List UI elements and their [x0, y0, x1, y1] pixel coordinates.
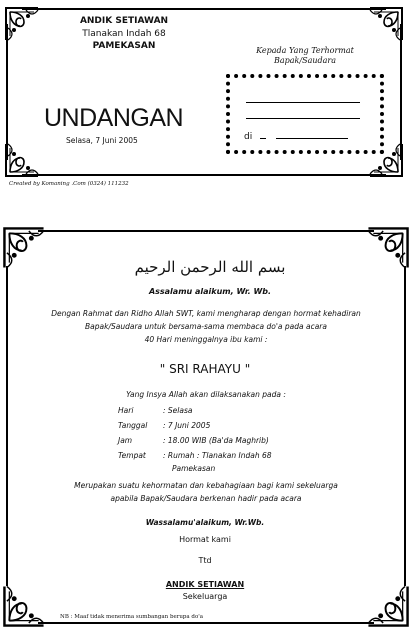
address-line [276, 138, 348, 139]
ornament-corner-icon [2, 226, 46, 270]
di-label: di [244, 132, 253, 142]
intro-line-1: Dengan Rahmat dan Ridho Allah SWT, kami mengharap dengan hormat kehadiran [51, 309, 361, 318]
signature-placeholder: Ttd [198, 556, 212, 565]
honoree-name: " SRI RAHAYU " [159, 362, 251, 376]
envelope-date: Selasa, 7 Juni 2005 [66, 136, 138, 145]
detail-value-time: : 18.00 WIB (Ba'da Maghrib) [163, 436, 269, 445]
detail-label-day: Hari [118, 406, 134, 415]
letter-right-border [404, 266, 406, 586]
closing-line-1: Merupakan suatu kehormatan dan kebahagiaan bagi kami sekeluarga [74, 481, 338, 490]
recipient-heading: Kepada Yang Terhormat [256, 46, 354, 55]
closing-line-2: apabila Bapak/Saudara berkenan hadir pada acara [110, 494, 302, 503]
detail-label-place: Tempat [118, 451, 146, 460]
detail-value-date: : 7 Juni 2005 [163, 421, 211, 430]
signer-name [120, 580, 290, 589]
closing-salam: Wassalamu'alaikum, Wr.Wb. [145, 518, 265, 527]
envelope-title: UNDANGAN [44, 104, 184, 132]
letter-left-border [6, 266, 8, 586]
recipient-subheading: Bapak/Saudara [274, 56, 336, 65]
schedule-intro: Yang Insya Allah akan dilaksanakan pada : [126, 390, 286, 399]
detail-label-date: Tanggal [118, 421, 148, 430]
signer-name-text: ANDIK SETIAWAN [165, 580, 245, 589]
envelope-left-border [6, 24, 8, 160]
ornament-corner-icon [368, 6, 404, 42]
envelope-bottom-border [22, 174, 386, 176]
ornament-corner-icon [4, 142, 40, 178]
letter-bottom-border [38, 622, 374, 624]
sender-city: PAMEKASAN [92, 41, 156, 51]
signer-role: Sekeluarga [182, 592, 228, 601]
credit-line: Created by Komaning .Com (0324) 111232 [9, 181, 129, 187]
address-box [226, 74, 384, 154]
detail-value-place-city: Pamekasan [172, 464, 216, 473]
sender-name: ANDIK SETIAWAN [79, 16, 169, 26]
address-line [246, 118, 360, 119]
ornament-corner-icon [2, 584, 46, 628]
address-line [246, 102, 360, 103]
envelope-top-border [22, 8, 386, 10]
address-line [260, 138, 266, 139]
envelope-card [4, 6, 404, 178]
letter-top-border [38, 230, 374, 232]
bismillah-calligraphy: بسم الله الرحمن الرحيم [134, 258, 286, 276]
greeting: Assalamu alaikum, Wr. Wb. [148, 287, 272, 296]
ornament-corner-icon [4, 6, 40, 42]
ornament-corner-icon [366, 584, 410, 628]
detail-value-day: : Selasa [163, 406, 193, 415]
intro-line-2: Bapak/Saudara untuk bersama-sama membaca do'a pada acara [85, 322, 327, 331]
intro-line-3: 40 Hari meninggalnya ibu kami : [144, 335, 268, 344]
sender-address: Tlanakan Indah 68 [82, 29, 166, 39]
detail-label-time: Jam [118, 436, 133, 445]
regards: Hormat kami [179, 535, 231, 544]
envelope-right-border [400, 24, 402, 160]
detail-value-place: : Rumah : Tlanakan Indah 68 [163, 451, 272, 460]
footnote: NB : Maaf tidak menerima sumbangan berupa do'a [60, 614, 204, 620]
ornament-corner-icon [366, 226, 410, 270]
